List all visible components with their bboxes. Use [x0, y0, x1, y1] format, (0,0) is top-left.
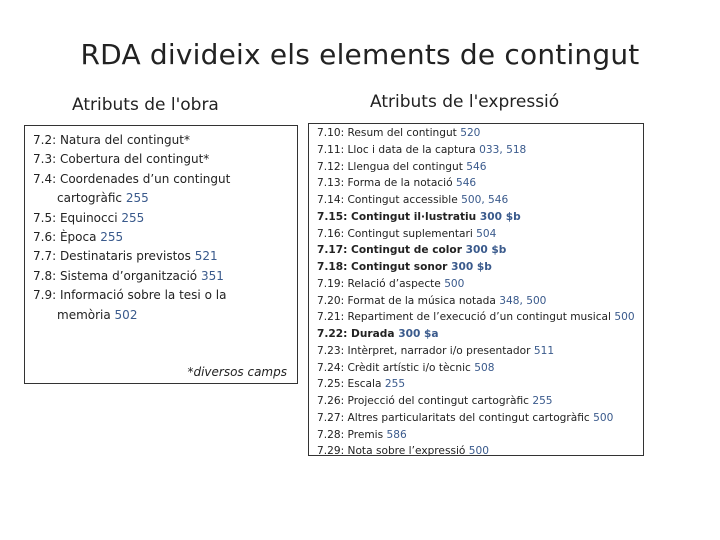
work-attributes-box [24, 125, 298, 384]
expression-attribute-item [317, 427, 643, 444]
expression-attribute-text: 7.12: Llengua del contingut [317, 160, 467, 173]
expression-attribute-text: 7.16: Contingut suplementari [317, 227, 477, 240]
marc-field-number: 300 $b [451, 261, 492, 273]
expression-attribute-item [317, 259, 643, 276]
work-attribute-item [33, 170, 295, 209]
expression-attribute-item [317, 276, 643, 293]
marc-field-number: 300 $a [398, 328, 439, 340]
footnote: *diversos camps [187, 365, 287, 379]
expression-attribute-item [317, 159, 643, 176]
expression-attribute-text: 7.27: Altres particularitats del contingut cartogràfic [317, 411, 594, 424]
marc-field-number: 300 $b [479, 210, 521, 223]
expression-attribute-text: 7.19: Relació d’aspecte [317, 277, 445, 290]
marc-field-number: 500 [468, 445, 490, 458]
marc-field-number: 586 [386, 428, 407, 441]
expression-attribute-text: 7.25: Escala [317, 378, 385, 391]
expression-attribute-text: 7.14: Contingut accessible [317, 194, 462, 206]
expression-attribute-item [317, 293, 643, 310]
work-attribute-item [33, 209, 295, 228]
work-attribute-item [33, 247, 295, 266]
marc-field-number: 511 [533, 344, 555, 357]
work-attribute-continuation-text: cartogràfic [57, 191, 126, 206]
work-attribute-item [33, 267, 295, 286]
expression-attributes-list [317, 125, 643, 460]
expression-attribute-item [317, 326, 643, 343]
work-attribute-continuation [33, 306, 295, 325]
marc-field-number: 255 [125, 191, 149, 206]
work-attribute-text: 7.8: Sistema d’organització [33, 268, 201, 283]
slide-title: RDA divideix els elements de contingut [80, 38, 640, 71]
work-attribute-text: 7.6: Època [33, 230, 101, 245]
work-attribute-continuation-text: memòria [57, 307, 115, 322]
marc-field-number: 500 [593, 411, 614, 424]
expression-attributes-box [308, 123, 644, 456]
marc-field-number: 546 [466, 160, 487, 173]
expression-attribute-item [317, 443, 643, 460]
expression-attribute-text: 7.21: Repartiment de l’execució d’un contingut musical [317, 311, 615, 324]
work-attribute-text: 7.2: Natura del contingut* [33, 133, 190, 147]
expression-attribute-text: 7.26: Projecció del contingut cartogràfic [317, 395, 533, 407]
expression-attribute-item [317, 376, 643, 393]
expression-attribute-item [317, 192, 643, 209]
work-attribute-text: 7.5: Equinocci [33, 210, 122, 225]
marc-field-number: 500, 546 [461, 194, 509, 206]
marc-field-number: 348, 500 [499, 294, 547, 307]
expression-attribute-item [317, 209, 643, 226]
expression-attribute-text: 7.29: Nota sobre l’expressió [317, 445, 469, 458]
marc-field-number: 300 $b [465, 244, 507, 257]
work-attribute-text: 7.3: Cobertura del contingut* [33, 152, 210, 167]
expression-attribute-text: 7.22: Durada [317, 328, 399, 340]
expression-attribute-text: 7.17: Contingut de color [317, 244, 466, 257]
marc-field-number: 255 [100, 230, 124, 245]
marc-field-number: 500 [614, 311, 635, 324]
work-attribute-text: 7.7: Destinataris previstos [33, 249, 195, 264]
work-attribute-text: 7.9: Informació sobre la tesi o la [33, 288, 227, 303]
marc-field-number: 255 [384, 378, 406, 391]
marc-field-number: 508 [474, 361, 495, 374]
expression-attribute-text: 7.24: Crèdit artístic i/o tècnic [317, 361, 475, 374]
work-attribute-continuation [33, 189, 295, 208]
expression-attribute-item [317, 175, 643, 192]
expression-attribute-item [317, 226, 643, 243]
work-attribute-text: 7.4: Coordenades d’un contingut [33, 171, 231, 186]
expression-attribute-text: 7.15: Contingut il·lustratiu [317, 210, 480, 223]
marc-field-number: 521 [194, 249, 218, 264]
marc-field-number: 520 [460, 127, 481, 139]
expression-attribute-text: 7.20: Format de la música notada [317, 294, 500, 307]
expression-attributes-heading: Atributs de l'expressió [370, 92, 560, 112]
marc-field-number: 351 [200, 268, 224, 283]
expression-attribute-item [317, 242, 643, 259]
expression-attribute-text: 7.11: Lloc i data de la captura [317, 143, 480, 156]
work-attributes-list [33, 131, 295, 325]
expression-attribute-text: 7.10: Resum del contingut [317, 127, 461, 139]
expression-attribute-item [317, 309, 643, 326]
marc-field-number: 500 [444, 277, 465, 290]
expression-attribute-text: 7.13: Forma de la notació [317, 177, 456, 190]
marc-field-number: 255 [532, 395, 553, 407]
expression-attribute-item [317, 142, 643, 159]
expression-attribute-text: 7.18: Contingut sonor [317, 261, 452, 273]
work-attribute-item [33, 131, 295, 150]
work-attribute-item [33, 228, 295, 247]
marc-field-number: 504 [476, 227, 497, 240]
expression-attribute-item [317, 343, 643, 360]
expression-attribute-item [317, 410, 643, 427]
expression-attribute-item [317, 125, 643, 142]
work-attributes-heading: Atributs de l'obra [72, 95, 219, 115]
expression-attribute-text: 7.28: Premis [317, 428, 387, 441]
work-attribute-item [33, 286, 295, 325]
work-attribute-item [33, 150, 295, 169]
marc-field-number: 255 [121, 210, 145, 225]
marc-field-number: 546 [455, 177, 477, 190]
marc-field-number: 502 [114, 307, 138, 322]
expression-attribute-item [317, 393, 643, 410]
expression-attribute-text: 7.23: Intèrpret, narrador i/o presentador [317, 344, 534, 357]
marc-field-number: 033, 518 [479, 143, 527, 156]
expression-attribute-item [317, 360, 643, 377]
